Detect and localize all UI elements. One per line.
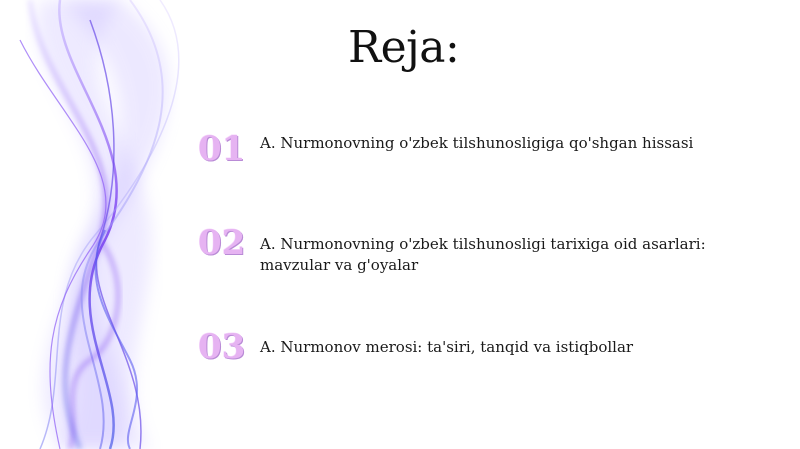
item-text: A. Nurmonov merosi: ta'siri, tanqid va istiqbollar [260, 338, 634, 356]
item-text: A. Nurmonovning o'zbek tilshunosligiga qo'shgan hissasi [260, 134, 694, 152]
plan-item-2 [198, 223, 710, 276]
plan-item-1 [198, 129, 710, 169]
item-number: 02 [198, 223, 246, 263]
slide-title: Reja: [348, 22, 460, 73]
item-number: 01 [198, 129, 246, 169]
item-text: A. Nurmonovning o'zbek tilshunosligi tarixiga oid asarlari: mavzular va g'oyalar [260, 235, 706, 274]
plan-item-3 [198, 327, 710, 367]
purple-smoke-decoration [0, 0, 220, 449]
item-number: 03 [198, 327, 246, 367]
